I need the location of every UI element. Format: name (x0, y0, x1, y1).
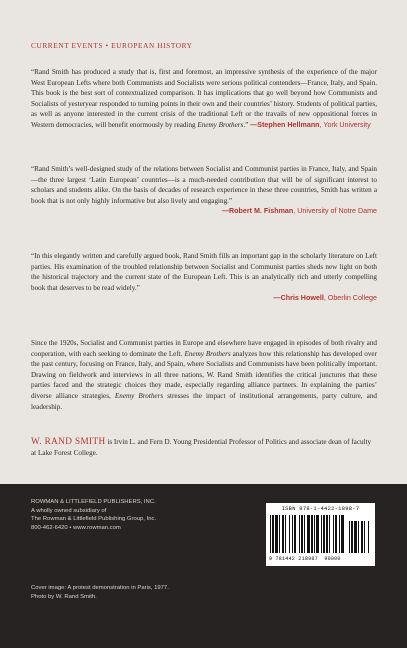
footer-panel (0, 484, 407, 648)
quote-text: “In this elegantly written and carefully argued book, Rand Smith fills an important gap in the scholarly literature on Left parties. His examination of the troubled relationship between Socialist and Communist parties sheds new light on both the historical trajectory and the current state of the European Left. This is an analytically rich and utterly compelling book that deserves to be read widely.” (31, 252, 377, 292)
author-name: W. RAND SMITH (31, 436, 106, 446)
barcode-stripe (282, 515, 284, 553)
cover-credit (31, 584, 251, 601)
barcode-stripe (321, 515, 322, 553)
barcode-addon: 90000 (324, 556, 341, 562)
description-text: analyzes how this relationship has developed over the past century, focusing on France, Italy, and Spain, where Socialists and Communists have been politically important. Drawing on fieldwork and interviews in all three nations, W. Rand Smith identifies the critical junctures that these parties faced and the strategic choices they made, especially regarding alliance partners. In explaining the parties’ diverse alliance strategies, (31, 349, 377, 400)
barcode-stripe (329, 515, 330, 553)
barcode-stripe (307, 515, 310, 553)
endorser-affiliation: , University of Notre Dame (293, 207, 377, 216)
barcode-stripe (333, 515, 334, 553)
barcode-stripe (299, 515, 300, 553)
barcode-stripe (292, 515, 293, 553)
endorser-attribution (31, 206, 377, 217)
barcode-digits (269, 556, 372, 562)
book-title: Enemy Brothers (184, 349, 231, 358)
barcode-addon-stripe (349, 521, 350, 553)
barcode-stripe (335, 515, 337, 553)
endorser-name: —Stephen Hellmann (250, 120, 320, 129)
endorser-affiliation: , York University (319, 120, 371, 129)
barcode-addon-stripe (354, 521, 357, 553)
quote-text: “Rand Smith’s well-designed study of the relations between Socialist and Communist parties in France, Italy, and Spain—the three largest ‘Latin European’ countries—is a much-needed contribution that will be of significant interest to scholars and students alike. On the basis of decades of research experience in these three countries, Smith has written a book that is not only highly informative but also lively and engaging.” (31, 165, 377, 205)
endorsement-quote (31, 251, 377, 304)
barcode-addon-stripe (364, 521, 365, 553)
barcode-stripe (323, 515, 325, 553)
barcode-stripe (304, 515, 305, 553)
publisher-subsidiary: A wholly owned subsidiary of (31, 507, 107, 514)
barcode-addon-stripe (361, 521, 363, 553)
barcode-stripe (285, 515, 286, 553)
barcode-addon-stripe (368, 521, 369, 553)
endorser-attribution (31, 293, 377, 304)
barcode-stripe (294, 515, 296, 553)
barcode-stripe (311, 515, 313, 553)
barcode-stripe (279, 515, 280, 553)
publisher-contact: 800-462-6420 • www.rowman.com (31, 524, 121, 531)
barcode-stripe (316, 515, 319, 553)
barcode-bars (269, 515, 372, 555)
isbn-text: ISBN 978-1-4422-1898-7 (281, 506, 360, 512)
endorsement-quote (31, 164, 377, 217)
author-bio (31, 436, 377, 458)
cover-credit-line: Cover image: A protest demonstration in Paris, 1977. (31, 585, 169, 591)
endorser-name: —Chris Howell (273, 294, 324, 303)
endorsement-quote (31, 67, 377, 131)
book-description (31, 338, 377, 412)
publisher-info (31, 498, 251, 532)
barcode-addon-stripe (351, 521, 353, 553)
publisher-group: The Rowman & Littlefield Publishing Group, Inc. (31, 516, 157, 523)
description-text: Since the 1920s, Socialist and Communist parties in Europe and elsewhere have engaged in episodes of both rivalry and cooperation, with each seeking to dominate the Left. (31, 339, 377, 358)
author-bio-text: is Irvin L. and Fern D. Young Presidential Professor of Politics and associate dean of faculty at Lake Forest College. (31, 438, 372, 457)
category-label: CURRENT EVENTS • EUROPEAN HISTORY (31, 41, 193, 50)
barcode-stripe (339, 515, 340, 553)
barcode-stripe (272, 515, 274, 553)
barcode-addon-stripe (358, 521, 359, 553)
barcode-stripe (301, 515, 303, 553)
quote-text: “Rand Smith has produced a study that is, first and foremost, an impressive synthesis of the experience of the major West European Lefts where both Communists and Socialists were serious political contenders—France, Italy, and Spain. This book is the best sort of contextualized comparison. It has implications that go well beyond how Communists and Socialists of yesteryear responded to turning points in their own and their countries’ history. Students of political parties, as well as anyone interested in the current crisis of the traditional Left or the travails of new oppositional forces in Western democracies, will benefit enormously by reading (31, 68, 377, 129)
publisher-name: ROWMAN & LITTLEFIELD PUBLISHERS, INC. (31, 499, 156, 505)
barcode-stripe (326, 515, 328, 553)
isbn-barcode (266, 503, 375, 566)
barcode-number: 9 781442 218987 (269, 556, 318, 562)
barcode-stripe (270, 515, 271, 553)
cover-credit-line: Photo by W. Rand Smith. (31, 593, 97, 600)
barcode-stripe (341, 515, 344, 553)
description-text: stresses the impact of institutional arrangements, party culture, and leadership. (31, 391, 377, 411)
barcode-stripe (289, 515, 290, 553)
barcode-stripe (275, 515, 278, 553)
book-title: Enemy Brothers (114, 391, 164, 400)
book-title: Enemy Brothers (197, 120, 244, 129)
quote-end: .” (243, 120, 249, 129)
barcode-stripe (314, 515, 315, 553)
endorser-affiliation: , Oberlin College (323, 294, 377, 303)
endorser-name: —Robert M. Fishman (221, 207, 294, 216)
